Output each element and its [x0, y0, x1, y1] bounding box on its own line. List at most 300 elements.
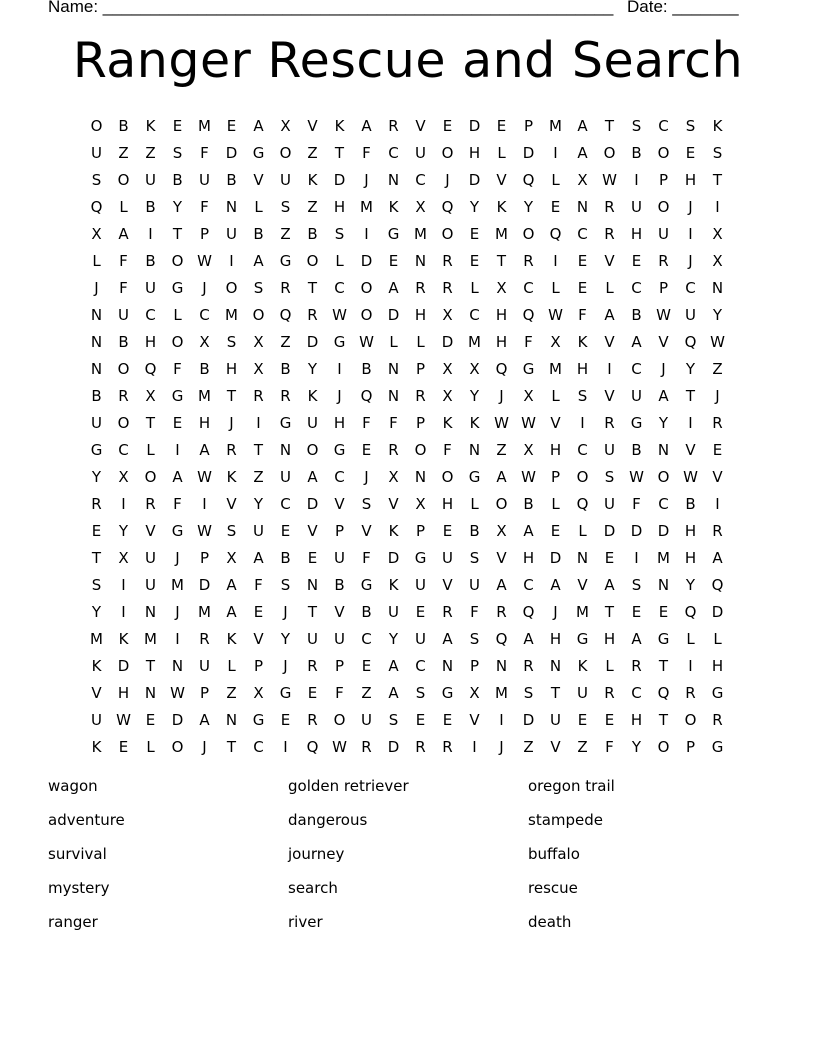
grid-cell[interactable]: H [495, 305, 508, 324]
grid-cell[interactable]: W [683, 467, 698, 486]
grid-cell[interactable]: F [389, 413, 398, 432]
grid-cell[interactable]: N [387, 386, 400, 405]
grid-cell[interactable]: Q [522, 170, 535, 189]
grid-cell[interactable]: V [307, 116, 318, 135]
grid-cell[interactable]: K [388, 575, 399, 594]
grid-cell[interactable]: C [631, 359, 642, 378]
grid-cell[interactable]: V [658, 332, 669, 351]
grid-cell[interactable]: H [414, 305, 427, 324]
grid-cell[interactable]: C [361, 629, 372, 648]
grid-cell[interactable]: R [91, 494, 102, 513]
grid-cell[interactable]: N [711, 278, 724, 297]
grid-cell[interactable]: I [121, 575, 126, 594]
grid-cell[interactable]: M [468, 332, 481, 351]
grid-cell[interactable]: T [253, 440, 264, 459]
grid-cell[interactable]: Y [712, 305, 723, 324]
grid-cell[interactable]: U [415, 575, 426, 594]
grid-cell[interactable]: X [199, 332, 210, 351]
grid-cell[interactable]: N [171, 656, 184, 675]
grid-cell[interactable]: X [496, 521, 507, 540]
grid-cell[interactable]: I [121, 602, 126, 621]
grid-cell[interactable]: L [551, 278, 560, 297]
grid-cell[interactable]: L [605, 656, 614, 675]
grid-cell[interactable]: C [631, 683, 642, 702]
grid-cell[interactable]: G [630, 413, 643, 432]
grid-cell[interactable]: T [604, 116, 615, 135]
grid-cell[interactable]: W [710, 332, 725, 351]
grid-cell[interactable]: C [334, 278, 345, 297]
grid-cell[interactable]: I [580, 413, 585, 432]
grid-cell[interactable]: D [171, 710, 184, 729]
grid-cell[interactable]: G [333, 332, 346, 351]
grid-cell[interactable]: K [226, 629, 237, 648]
grid-cell[interactable]: Y [91, 467, 102, 486]
grid-cell[interactable]: U [145, 575, 156, 594]
grid-cell[interactable]: X [118, 548, 129, 567]
grid-cell[interactable]: J [499, 737, 504, 756]
grid-cell[interactable]: Q [144, 359, 157, 378]
grid-cell[interactable]: P [469, 656, 480, 675]
grid-cell[interactable]: O [441, 224, 454, 243]
grid-cell[interactable]: O [360, 278, 373, 297]
grid-cell[interactable]: X [226, 548, 237, 567]
grid-cell[interactable]: X [91, 224, 102, 243]
grid-cell[interactable]: L [686, 629, 695, 648]
grid-cell[interactable]: N [576, 197, 589, 216]
grid-cell[interactable]: G [441, 683, 454, 702]
grid-cell[interactable]: B [145, 197, 156, 216]
grid-cell[interactable]: K [307, 170, 318, 189]
grid-cell[interactable]: H [522, 548, 535, 567]
grid-cell[interactable]: N [414, 467, 427, 486]
grid-cell[interactable]: G [387, 224, 400, 243]
grid-cell[interactable]: O [252, 305, 265, 324]
grid-cell[interactable]: J [202, 278, 207, 297]
grid-cell[interactable]: N [441, 656, 454, 675]
grid-cell[interactable]: J [499, 386, 504, 405]
grid-cell[interactable]: V [91, 683, 102, 702]
grid-cell[interactable]: A [172, 467, 183, 486]
grid-cell[interactable]: M [198, 386, 211, 405]
grid-cell[interactable]: U [631, 386, 642, 405]
grid-cell[interactable]: R [604, 413, 615, 432]
grid-cell[interactable]: C [685, 278, 696, 297]
grid-cell[interactable]: I [715, 494, 720, 513]
grid-cell[interactable]: R [712, 413, 723, 432]
grid-cell[interactable]: R [604, 224, 615, 243]
grid-cell[interactable]: G [333, 440, 346, 459]
grid-cell[interactable]: N [576, 548, 589, 567]
grid-cell[interactable]: U [604, 494, 615, 513]
grid-cell[interactable]: I [634, 548, 639, 567]
grid-cell[interactable]: U [685, 305, 696, 324]
grid-cell[interactable]: H [333, 413, 346, 432]
grid-cell[interactable]: R [523, 251, 534, 270]
grid-cell[interactable]: W [332, 305, 347, 324]
grid-cell[interactable]: Y [523, 197, 534, 216]
grid-cell[interactable]: F [443, 440, 452, 459]
grid-cell[interactable]: A [658, 386, 669, 405]
grid-cell[interactable]: K [577, 656, 588, 675]
grid-cell[interactable]: Q [90, 197, 103, 216]
grid-cell[interactable]: S [226, 521, 237, 540]
grid-cell[interactable]: G [576, 629, 589, 648]
grid-cell[interactable]: K [334, 116, 345, 135]
grid-cell[interactable]: E [442, 521, 453, 540]
grid-cell[interactable]: Q [657, 683, 670, 702]
grid-cell[interactable]: R [523, 656, 534, 675]
grid-cell[interactable]: E [469, 251, 480, 270]
grid-cell[interactable]: N [549, 656, 562, 675]
grid-cell[interactable]: J [337, 386, 342, 405]
grid-cell[interactable]: E [604, 710, 615, 729]
grid-cell[interactable]: W [629, 467, 644, 486]
grid-cell[interactable]: M [360, 197, 373, 216]
grid-cell[interactable]: N [90, 332, 103, 351]
grid-cell[interactable]: T [172, 224, 183, 243]
grid-cell[interactable]: G [171, 521, 184, 540]
grid-cell[interactable]: E [658, 602, 669, 621]
grid-cell[interactable]: H [603, 629, 616, 648]
grid-cell[interactable]: B [118, 332, 129, 351]
grid-cell[interactable]: R [415, 386, 426, 405]
grid-cell[interactable]: L [470, 278, 479, 297]
grid-cell[interactable]: B [631, 305, 642, 324]
grid-cell[interactable]: O [495, 494, 508, 513]
grid-cell[interactable]: S [91, 575, 102, 594]
grid-cell[interactable]: H [441, 494, 454, 513]
grid-cell[interactable]: C [199, 305, 210, 324]
grid-cell[interactable]: O [306, 251, 319, 270]
grid-cell[interactable]: I [688, 224, 693, 243]
grid-cell[interactable]: D [441, 332, 454, 351]
grid-cell[interactable]: V [604, 332, 615, 351]
grid-cell[interactable]: E [172, 413, 183, 432]
grid-cell[interactable]: R [415, 278, 426, 297]
grid-cell[interactable]: C [145, 305, 156, 324]
grid-cell[interactable]: N [414, 251, 427, 270]
grid-cell[interactable]: U [145, 278, 156, 297]
grid-cell[interactable]: P [253, 656, 264, 675]
grid-cell[interactable]: E [415, 710, 426, 729]
grid-cell[interactable]: N [144, 683, 157, 702]
grid-cell[interactable]: P [334, 656, 345, 675]
grid-cell[interactable]: A [550, 575, 561, 594]
grid-cell[interactable]: G [414, 548, 427, 567]
grid-cell[interactable]: S [388, 710, 399, 729]
grid-cell[interactable]: S [523, 683, 534, 702]
grid-cell[interactable]: A [226, 602, 237, 621]
grid-cell[interactable]: Y [280, 629, 291, 648]
grid-cell[interactable]: B [631, 440, 642, 459]
grid-cell[interactable]: V [442, 575, 453, 594]
grid-cell[interactable]: B [523, 494, 534, 513]
grid-cell[interactable]: G [522, 359, 535, 378]
grid-cell[interactable]: F [200, 143, 209, 162]
grid-cell[interactable]: I [121, 494, 126, 513]
grid-cell[interactable]: O [603, 143, 616, 162]
grid-cell[interactable]: H [576, 359, 589, 378]
grid-cell[interactable]: C [415, 170, 426, 189]
grid-cell[interactable]: V [550, 413, 561, 432]
grid-cell[interactable]: Z [145, 143, 156, 162]
grid-cell[interactable]: O [171, 332, 184, 351]
grid-cell[interactable]: M [576, 602, 589, 621]
grid-cell[interactable]: M [90, 629, 103, 648]
grid-cell[interactable]: J [364, 170, 369, 189]
grid-cell[interactable]: I [364, 224, 369, 243]
grid-cell[interactable]: X [442, 305, 453, 324]
grid-cell[interactable]: J [283, 656, 288, 675]
grid-cell[interactable]: N [279, 440, 292, 459]
grid-cell[interactable]: N [225, 197, 238, 216]
grid-cell[interactable]: M [198, 116, 211, 135]
grid-cell[interactable]: U [226, 224, 237, 243]
grid-cell[interactable]: K [118, 629, 129, 648]
grid-cell[interactable]: E [631, 251, 642, 270]
grid-cell[interactable]: E [577, 278, 588, 297]
grid-cell[interactable]: S [361, 494, 372, 513]
grid-cell[interactable]: A [604, 575, 615, 594]
grid-cell[interactable]: K [307, 386, 318, 405]
grid-cell[interactable]: D [711, 602, 724, 621]
grid-cell[interactable]: U [361, 710, 372, 729]
grid-cell[interactable]: H [630, 710, 643, 729]
grid-cell[interactable]: B [172, 170, 183, 189]
grid-cell[interactable]: K [388, 197, 399, 216]
grid-cell[interactable]: E [442, 710, 453, 729]
grid-cell[interactable]: E [631, 602, 642, 621]
grid-cell[interactable]: N [90, 305, 103, 324]
grid-cell[interactable]: I [175, 440, 180, 459]
grid-cell[interactable]: N [306, 575, 319, 594]
grid-cell[interactable]: D [522, 143, 535, 162]
grid-cell[interactable]: U [415, 143, 426, 162]
grid-cell[interactable]: I [337, 359, 342, 378]
grid-cell[interactable]: E [496, 116, 507, 135]
grid-cell[interactable]: D [333, 170, 346, 189]
grid-cell[interactable]: V [253, 629, 264, 648]
grid-cell[interactable]: H [684, 548, 697, 567]
grid-cell[interactable]: V [712, 467, 723, 486]
grid-cell[interactable]: E [550, 521, 561, 540]
grid-cell[interactable]: V [334, 494, 345, 513]
grid-cell[interactable]: G [252, 143, 265, 162]
grid-cell[interactable]: V [253, 170, 264, 189]
grid-cell[interactable]: Q [279, 305, 292, 324]
grid-cell[interactable]: Z [280, 332, 291, 351]
grid-cell[interactable]: I [607, 359, 612, 378]
grid-cell[interactable]: J [94, 278, 99, 297]
grid-cell[interactable]: F [578, 305, 587, 324]
grid-cell[interactable]: J [202, 737, 207, 756]
grid-cell[interactable]: A [199, 710, 210, 729]
grid-cell[interactable]: L [470, 494, 479, 513]
grid-cell[interactable]: A [388, 683, 399, 702]
grid-cell[interactable]: T [145, 413, 156, 432]
grid-cell[interactable]: I [553, 251, 558, 270]
grid-cell[interactable]: W [197, 521, 212, 540]
grid-cell[interactable]: D [549, 548, 562, 567]
grid-cell[interactable]: Z [253, 467, 264, 486]
grid-cell[interactable]: W [197, 251, 212, 270]
grid-cell[interactable]: L [335, 251, 344, 270]
grid-cell[interactable]: G [657, 629, 670, 648]
grid-cell[interactable]: O [90, 116, 103, 135]
grid-cell[interactable]: W [197, 467, 212, 486]
grid-cell[interactable]: Z [361, 683, 372, 702]
grid-cell[interactable]: V [604, 251, 615, 270]
grid-cell[interactable]: H [495, 332, 508, 351]
grid-cell[interactable]: V [307, 521, 318, 540]
grid-cell[interactable]: U [253, 521, 264, 540]
grid-cell[interactable]: V [469, 710, 480, 729]
grid-cell[interactable]: V [361, 521, 372, 540]
grid-cell[interactable]: T [307, 278, 318, 297]
grid-cell[interactable]: D [468, 116, 481, 135]
grid-cell[interactable]: A [577, 116, 588, 135]
grid-cell[interactable]: L [551, 386, 560, 405]
grid-cell[interactable]: P [415, 413, 426, 432]
grid-cell[interactable]: F [632, 494, 641, 513]
grid-cell[interactable]: E [442, 116, 453, 135]
grid-cell[interactable]: F [524, 332, 533, 351]
grid-cell[interactable]: R [307, 305, 318, 324]
name-field[interactable]: Name: ______________________________________________________ [48, 0, 614, 16]
grid-cell[interactable]: R [685, 683, 696, 702]
grid-cell[interactable]: T [550, 683, 561, 702]
grid-cell[interactable]: B [334, 575, 345, 594]
grid-cell[interactable]: A [199, 440, 210, 459]
grid-cell[interactable]: X [523, 386, 534, 405]
grid-cell[interactable]: F [119, 278, 128, 297]
grid-cell[interactable]: F [362, 413, 371, 432]
grid-cell[interactable]: T [712, 170, 723, 189]
grid-cell[interactable]: C [658, 116, 669, 135]
grid-cell[interactable]: X [280, 116, 291, 135]
grid-cell[interactable]: X [577, 170, 588, 189]
grid-cell[interactable]: N [144, 602, 157, 621]
grid-cell[interactable]: N [495, 656, 508, 675]
grid-cell[interactable]: O [333, 710, 346, 729]
grid-cell[interactable]: Q [360, 386, 373, 405]
grid-cell[interactable]: X [388, 467, 399, 486]
grid-cell[interactable]: W [116, 710, 131, 729]
grid-cell[interactable]: L [254, 197, 263, 216]
grid-cell[interactable]: U [658, 224, 669, 243]
grid-cell[interactable]: O [441, 467, 454, 486]
grid-cell[interactable]: G [171, 278, 184, 297]
grid-cell[interactable]: E [415, 602, 426, 621]
grid-cell[interactable]: A [712, 548, 723, 567]
grid-cell[interactable]: U [415, 629, 426, 648]
grid-cell[interactable]: L [119, 197, 128, 216]
grid-cell[interactable]: W [602, 170, 617, 189]
grid-cell[interactable]: J [229, 413, 234, 432]
grid-cell[interactable]: K [577, 332, 588, 351]
grid-cell[interactable]: F [200, 197, 209, 216]
grid-cell[interactable]: O [414, 440, 427, 459]
grid-cell[interactable]: N [387, 170, 400, 189]
grid-cell[interactable]: O [171, 251, 184, 270]
grid-cell[interactable]: C [469, 305, 480, 324]
grid-cell[interactable]: E [172, 116, 183, 135]
grid-cell[interactable]: P [685, 737, 696, 756]
grid-cell[interactable]: V [685, 440, 696, 459]
grid-cell[interactable]: D [306, 494, 319, 513]
grid-cell[interactable]: E [361, 656, 372, 675]
grid-cell[interactable]: R [280, 386, 291, 405]
grid-cell[interactable]: C [523, 278, 534, 297]
grid-cell[interactable]: K [442, 413, 453, 432]
grid-cell[interactable]: O [657, 197, 670, 216]
grid-cell[interactable]: S [631, 575, 642, 594]
grid-cell[interactable]: R [442, 278, 453, 297]
grid-cell[interactable]: O [306, 440, 319, 459]
grid-cell[interactable]: M [144, 629, 157, 648]
grid-cell[interactable]: O [657, 143, 670, 162]
grid-cell[interactable]: O [279, 143, 292, 162]
date-field[interactable]: Date: _______ [627, 0, 739, 16]
grid-cell[interactable]: D [522, 710, 535, 729]
grid-cell[interactable]: Z [496, 440, 507, 459]
grid-cell[interactable]: M [414, 224, 427, 243]
grid-cell[interactable]: I [715, 197, 720, 216]
grid-cell[interactable]: P [658, 278, 669, 297]
grid-cell[interactable]: P [415, 359, 426, 378]
grid-cell[interactable]: R [604, 197, 615, 216]
grid-cell[interactable]: U [91, 143, 102, 162]
grid-cell[interactable]: D [198, 575, 211, 594]
grid-cell[interactable]: Q [711, 575, 724, 594]
grid-cell[interactable]: R [415, 737, 426, 756]
grid-cell[interactable]: H [117, 683, 130, 702]
grid-cell[interactable]: U [442, 548, 453, 567]
grid-cell[interactable]: L [389, 332, 398, 351]
grid-cell[interactable]: O [657, 467, 670, 486]
grid-cell[interactable]: U [280, 467, 291, 486]
grid-cell[interactable]: R [226, 440, 237, 459]
grid-cell[interactable]: R [145, 494, 156, 513]
grid-cell[interactable]: L [227, 656, 236, 675]
grid-cell[interactable]: N [657, 575, 670, 594]
grid-cell[interactable]: P [415, 521, 426, 540]
grid-cell[interactable]: L [416, 332, 425, 351]
grid-cell[interactable]: P [523, 116, 534, 135]
grid-cell[interactable]: Y [685, 575, 696, 594]
grid-cell[interactable]: U [145, 170, 156, 189]
grid-cell[interactable]: K [91, 656, 102, 675]
grid-cell[interactable]: M [549, 359, 562, 378]
grid-cell[interactable]: O [117, 359, 130, 378]
grid-cell[interactable]: Y [253, 494, 264, 513]
grid-cell[interactable]: C [631, 278, 642, 297]
grid-cell[interactable]: B [469, 521, 480, 540]
grid-cell[interactable]: R [118, 386, 129, 405]
grid-cell[interactable]: N [657, 440, 670, 459]
grid-cell[interactable]: L [578, 521, 587, 540]
grid-cell[interactable]: B [685, 494, 696, 513]
grid-cell[interactable]: R [388, 116, 399, 135]
grid-cell[interactable]: J [445, 170, 450, 189]
grid-cell[interactable]: K [388, 521, 399, 540]
grid-cell[interactable]: W [521, 413, 536, 432]
grid-cell[interactable]: D [387, 737, 400, 756]
grid-cell[interactable]: I [688, 656, 693, 675]
grid-cell[interactable]: T [226, 386, 237, 405]
grid-cell[interactable]: X [442, 386, 453, 405]
grid-cell[interactable]: D [630, 521, 643, 540]
